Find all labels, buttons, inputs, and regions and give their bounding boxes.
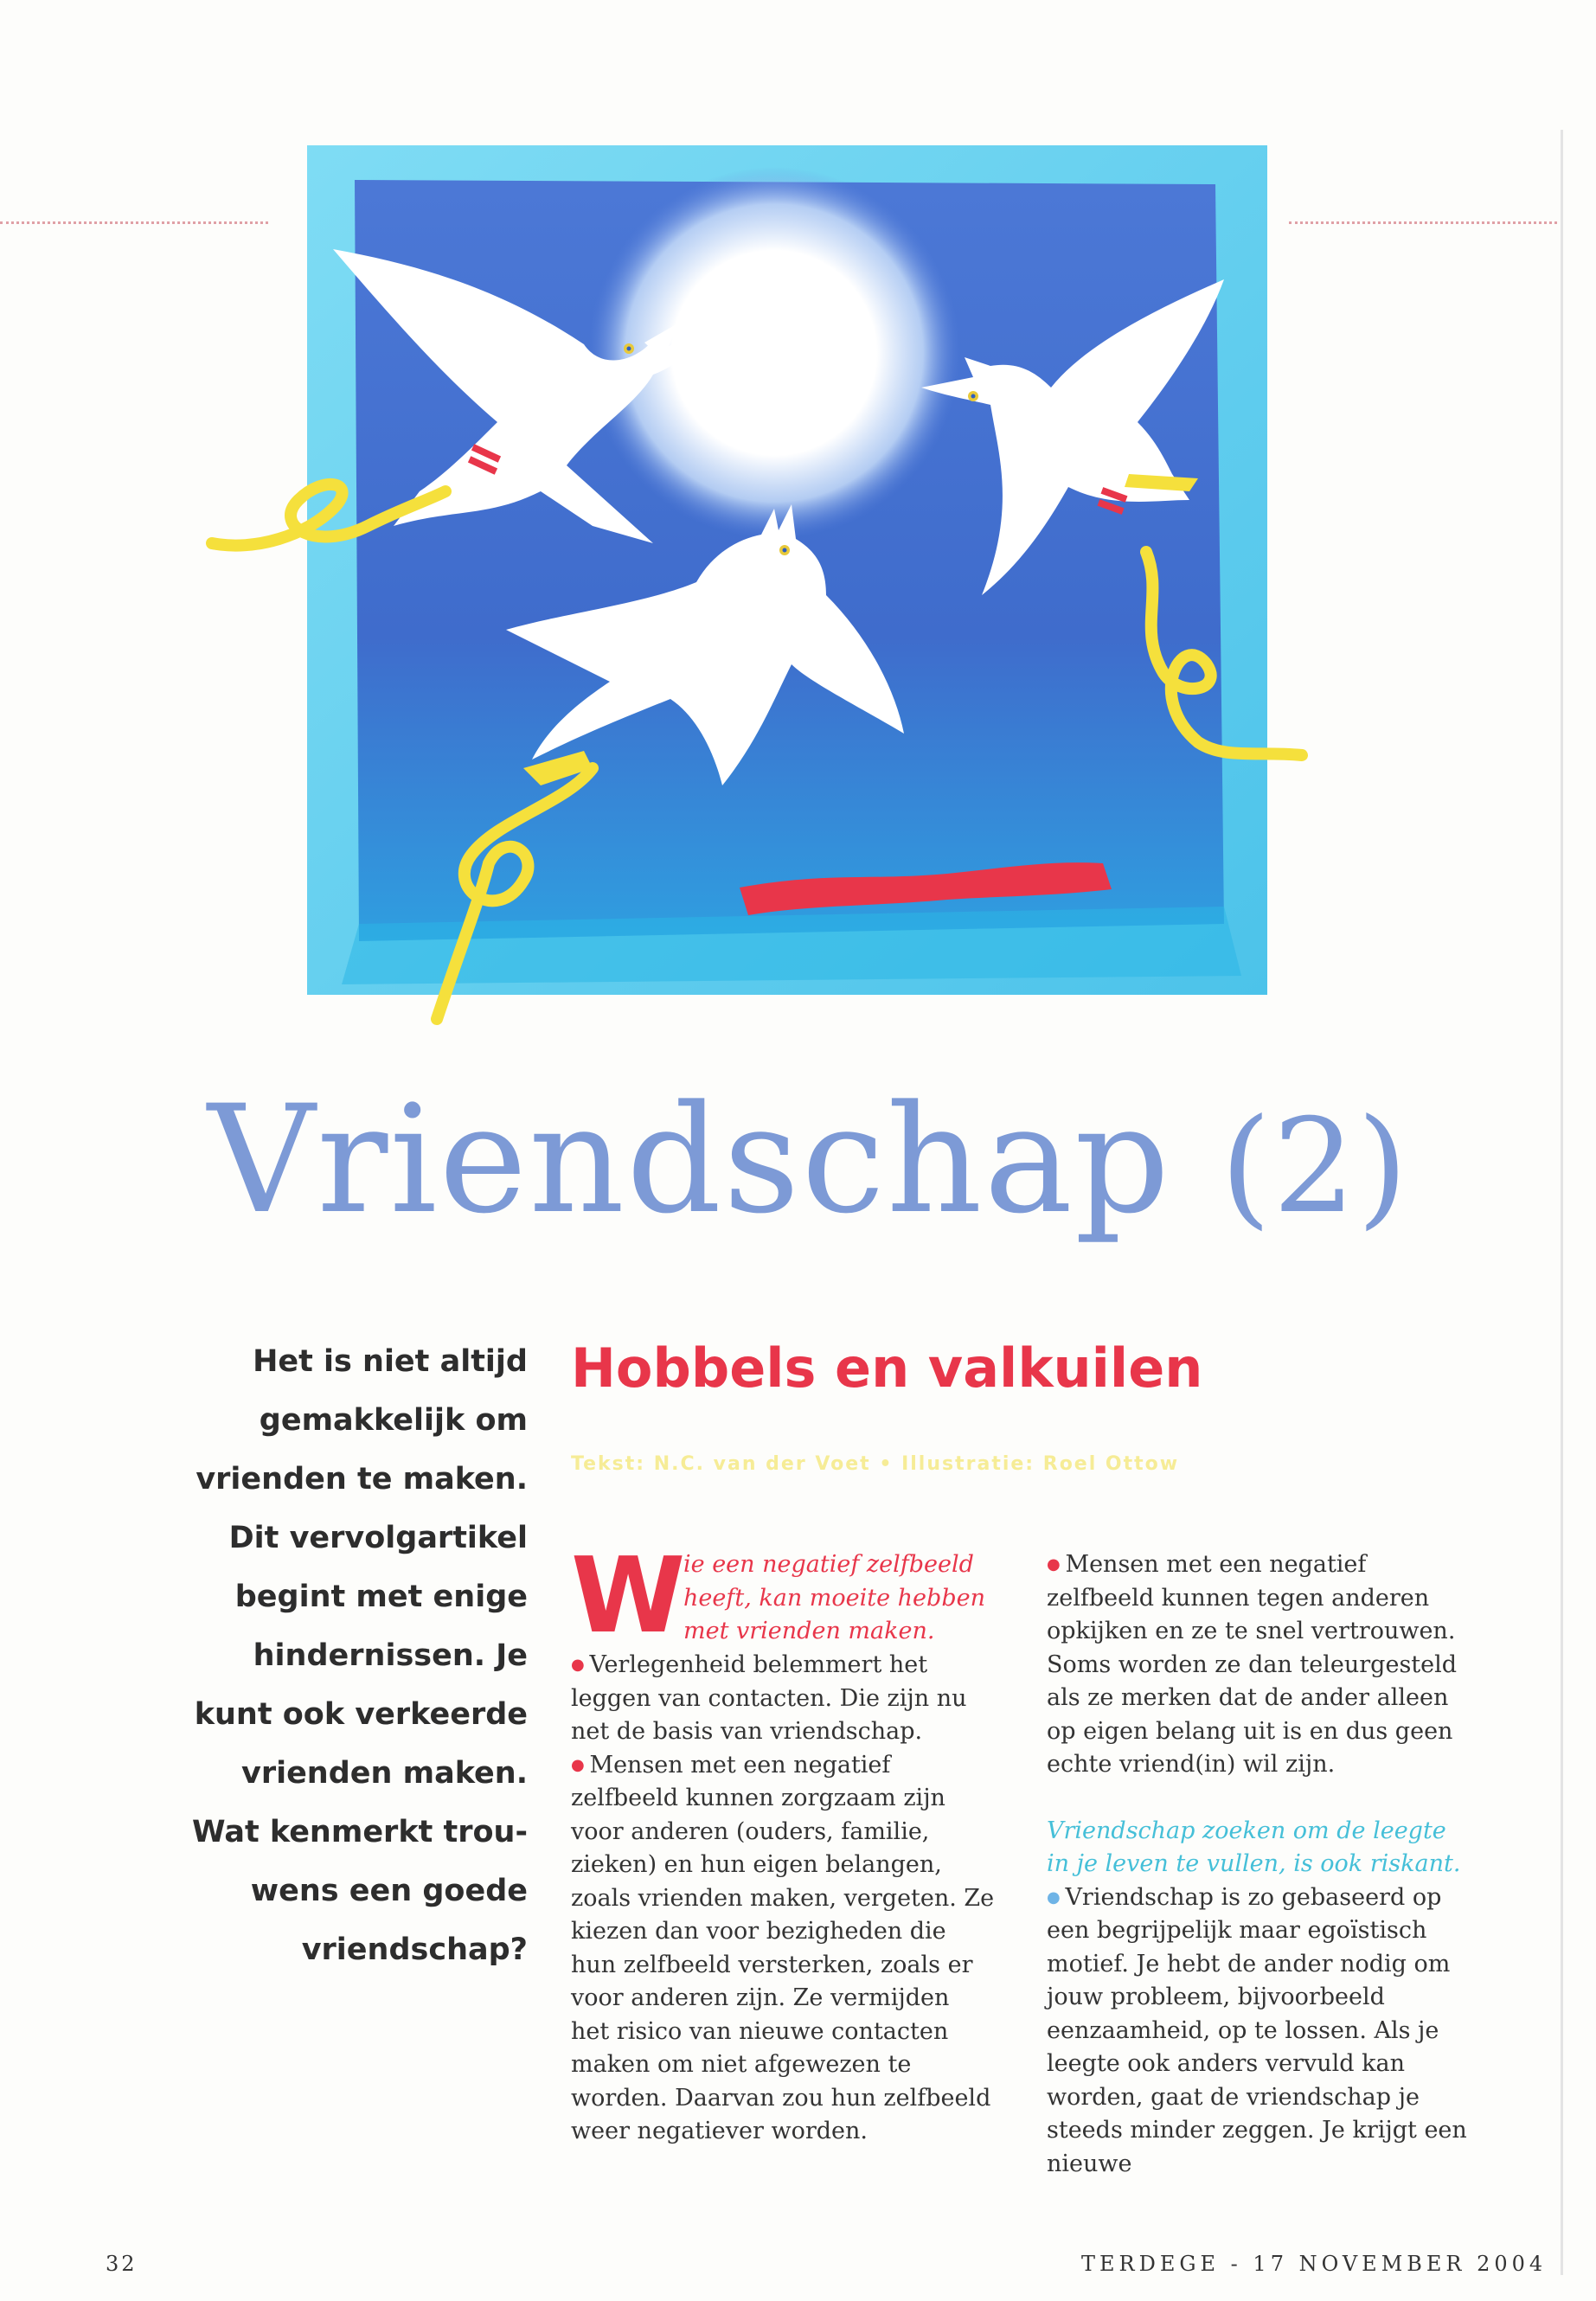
title-main: Vriendschap [208, 1073, 1172, 1247]
article-title [208, 1073, 1436, 1247]
decorative-rule-right [1289, 221, 1557, 224]
intro-line: vriendschap? [301, 1932, 528, 1967]
title-part: (2) [1220, 1092, 1410, 1242]
article-heading: Hobbels en valkuilen [571, 1336, 1203, 1400]
publication-footer: TERDEGE - 17 NOVEMBER 2004 [1081, 2252, 1548, 2276]
lead-text: ie een negatief zelfbeeld heeft, kan moeite hebben met vrienden maken. [683, 1551, 985, 1644]
body-column-2 [1047, 1548, 1471, 2181]
intro-line: vrienden maken. [241, 1756, 528, 1791]
intro-line: begint met enige [234, 1580, 528, 1614]
decorative-rule-left [0, 221, 268, 224]
intro-line: Wat kenmerkt trou- [191, 1815, 528, 1849]
page-number: 32 [106, 2252, 138, 2276]
body-paragraph: ● Mensen met een negatief zelfbeeld kunnen tegen anderen opkijken en ze te snel vertrouwen. Soms worden ze dan teleurgesteld als ze merken dat de ander alleen op eigen belang uit is en dus geen echte vriend(in) wil zijn. [1047, 1548, 1471, 1782]
intro-line: vrienden te maken. [195, 1462, 528, 1497]
intro-text [190, 1332, 528, 1979]
intro-line: Dit vervolgartikel [228, 1521, 528, 1555]
illustration-three-birds [307, 145, 1267, 995]
body-column-1 [571, 1536, 995, 2149]
body-paragraph: ● Mensen met een negatief zelfbeeld kunnen zorgzaam zijn voor anderen (ouders, familie, zieken) en hun eigen belangen, zoals vrienden maken, vergeten. Ze kiezen dan voor bezigheden die hun zelfbeeld versterken, zoals er voor anderen zijn. Ze vermijden het risico van nieuwe contacten maken om niet afgewezen te worden. Daarvan zou hun zelfbeeld weer negatiever worden. [571, 1749, 995, 2149]
intro-line: Het is niet altijd [253, 1344, 528, 1379]
article-credits: Tekst: N.C. van der Voet • Illustratie: Roel Ottow [571, 1453, 1180, 1475]
page-edge [1561, 130, 1563, 2275]
intro-line: gemakkelijk om [259, 1403, 528, 1438]
intro-line: kunt ook verkeerde [194, 1697, 528, 1732]
body-paragraph: ● Vriendschap is zo gebaseerd op een begrijpelijk maar egoïstisch motief. Je hebt de ander nodig om jouw probleem, bijvoorbeeld eenzaamheid, op te lossen. Als je leegte ook anders vervuld kan worden, gaat de vriendschap je steeds minder zeggen. Je krijgt een nieuwe [1047, 1881, 1471, 2182]
intro-line: hindernissen. Je [253, 1638, 528, 1673]
drop-cap: W [571, 1536, 686, 1657]
subheading: Vriendschap zoeken om de leegte in je leven te vullen, is ook riskant. [1047, 1817, 1461, 1877]
body-paragraph: ● Verlegenheid belemmert het leggen van contacten. Die zijn nu net de basis van vriendschap. [571, 1649, 995, 1749]
intro-line: wens een goede [250, 1874, 528, 1908]
